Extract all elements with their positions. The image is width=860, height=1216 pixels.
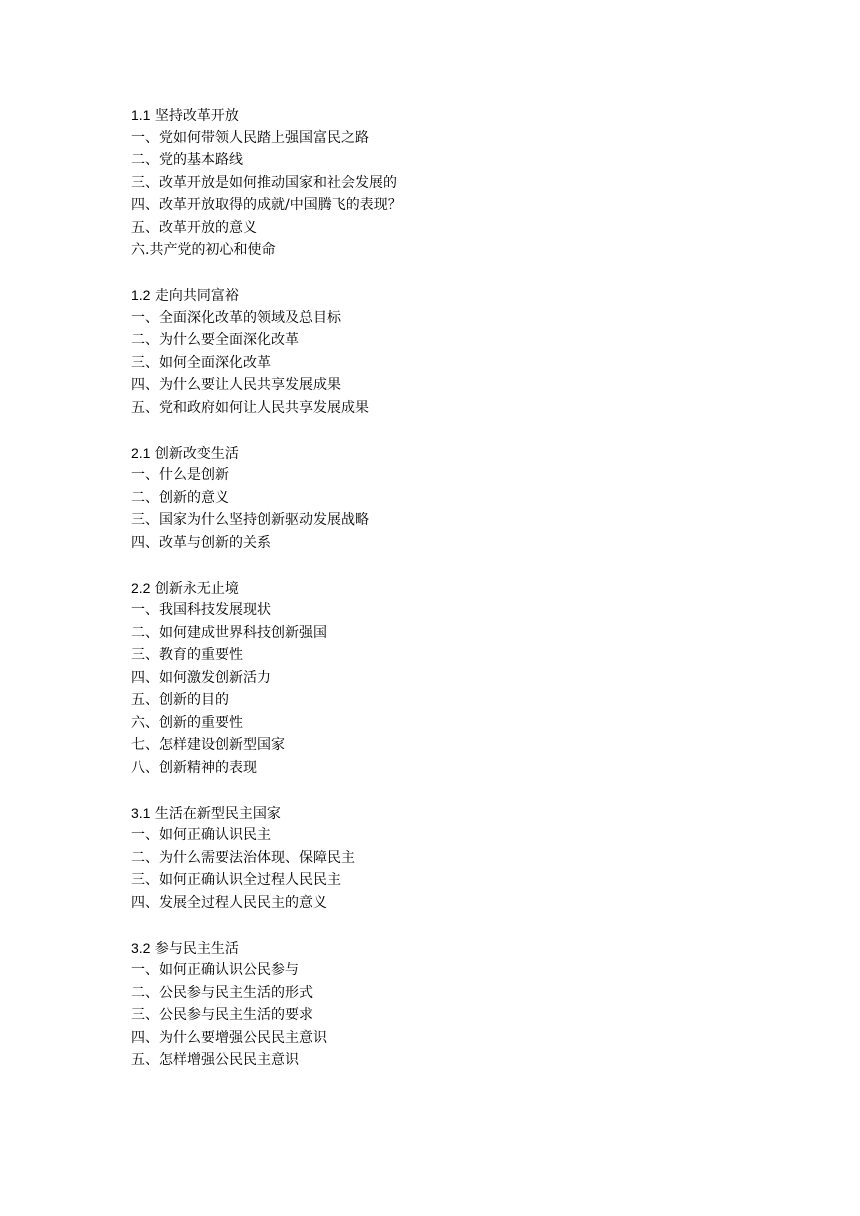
outline-item: 二、党的基本路线 [131, 152, 243, 168]
section-2-1 [131, 442, 751, 555]
section-3-1 [131, 802, 751, 915]
section-number: 3.2 [131, 939, 151, 956]
section-heading [131, 104, 751, 127]
outline-item: 四、为什么要让人民共享发展成果 [131, 377, 341, 393]
outline-item: 一、什么是创新 [131, 467, 229, 483]
outline-item: 二、为什么需要法治体现、保障民主 [131, 849, 355, 866]
section-heading [131, 284, 751, 307]
section-number: 1.1 [131, 107, 151, 123]
outline-item: 六.共产党的初心和使命 [131, 242, 276, 258]
outline-item: 五、党和政府如何让人民共享发展成果 [131, 399, 369, 416]
outline-item: 一、我国科技发展现状 [131, 602, 271, 618]
outline-item: 一、如何正确认识民主 [131, 827, 271, 843]
outline-item: 四、发展全过程人民民主的意义 [131, 894, 327, 911]
outline-item: 三、如何全面深化改革 [131, 354, 271, 371]
section-heading [131, 577, 751, 600]
outline-item: 三、公民参与民主生活的要求 [131, 1007, 313, 1023]
outline-item: 八、创新精神的表现 [131, 759, 257, 776]
section-heading [131, 937, 751, 960]
section-2-2 [131, 577, 751, 780]
section-number: 3.1 [131, 804, 151, 821]
outline-document [131, 104, 751, 1094]
outline-item: 六、创新的重要性 [131, 714, 243, 731]
section-title: 坚持改革开放 [154, 108, 239, 124]
section-3-2 [131, 937, 751, 1072]
section-title: 走向共同富裕 [154, 288, 239, 304]
outline-item: 四、为什么要增强公民民主意识 [131, 1029, 327, 1046]
section-heading [131, 802, 751, 825]
section-title: 创新永无止境 [154, 580, 239, 597]
section-1-2 [131, 284, 751, 419]
outline-item: 二、创新的意义 [131, 489, 229, 506]
outline-item: 三、教育的重要性 [131, 647, 243, 663]
section-title: 参与民主生活 [154, 940, 239, 957]
section-number: 2.1 [131, 444, 151, 461]
section-title: 创新改变生活 [154, 445, 239, 462]
outline-item: 七、怎样建设创新型国家 [131, 737, 285, 753]
outline-item: 二、公民参与民主生活的形式 [131, 984, 313, 1001]
outline-item: 一、党如何带领人民踏上强国富民之路 [131, 129, 369, 146]
outline-item: 三、国家为什么坚持创新驱动发展战略 [131, 512, 369, 528]
outline-item: 一、全面深化改革的领域及总目标 [131, 309, 341, 326]
outline-item: 一、如何正确认识公民参与 [131, 962, 299, 978]
section-1-1 [131, 104, 751, 262]
outline-item: 三、如何正确认识全过程人民民主 [131, 872, 341, 888]
outline-item: 五、改革开放的意义 [131, 219, 257, 236]
section-title: 生活在新型民主国家 [154, 805, 281, 822]
section-heading [131, 442, 751, 465]
section-number: 2.2 [131, 579, 151, 596]
outline-item: 二、如何建成世界科技创新强国 [131, 624, 327, 641]
outline-item: 四、改革与创新的关系 [131, 534, 271, 551]
outline-item: 五、怎样增强公民民主意识 [131, 1052, 299, 1068]
outline-item: 四、改革开放取得的成就/中国腾飞的表现？ [131, 197, 402, 213]
outline-item: 四、如何激发创新活力 [131, 669, 271, 686]
outline-item: 三、改革开放是如何推动国家和社会发展的 [131, 174, 397, 191]
outline-item: 五、创新的目的 [131, 692, 229, 708]
outline-item: 二、为什么要全面深化改革 [131, 332, 299, 348]
section-number: 1.2 [131, 287, 151, 303]
